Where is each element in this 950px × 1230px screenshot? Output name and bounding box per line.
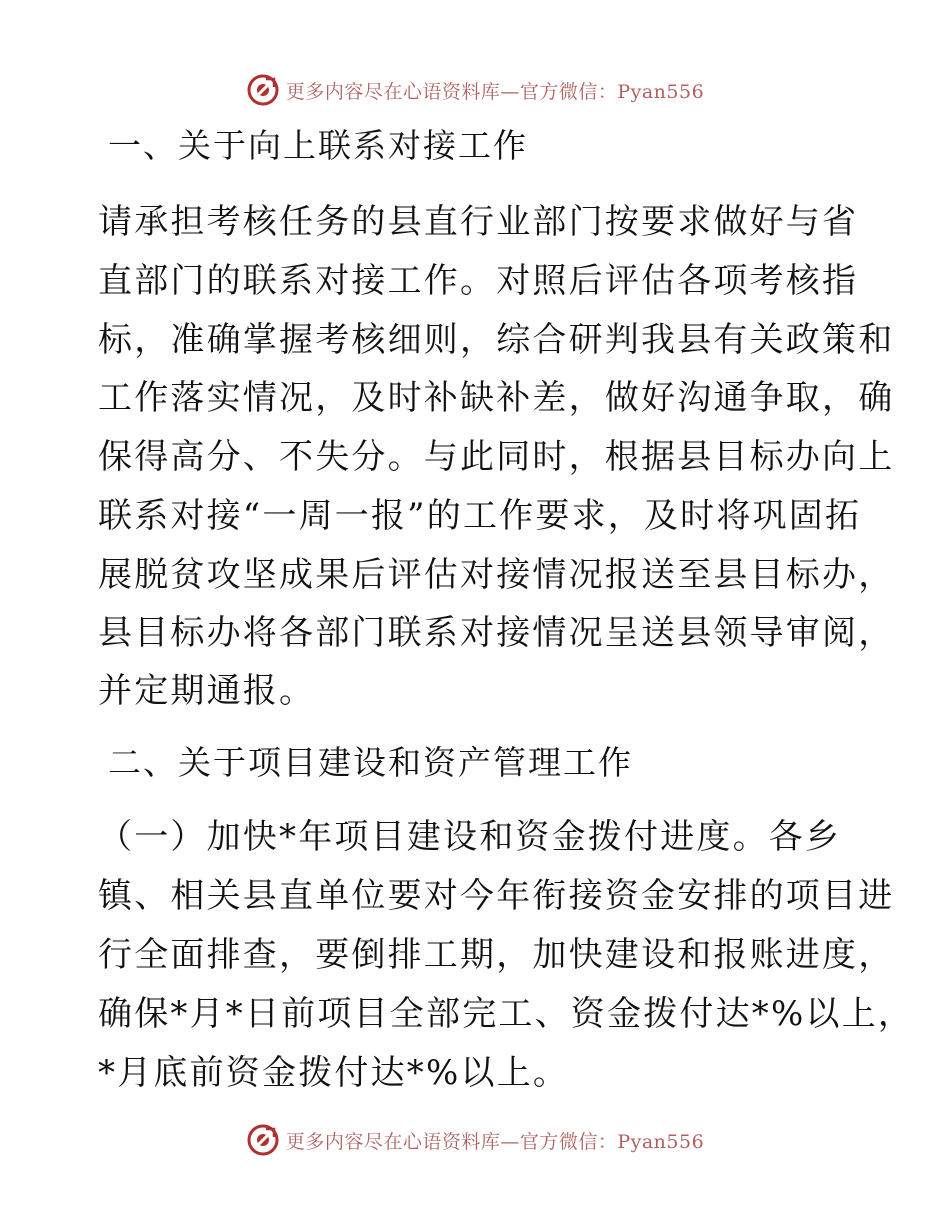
paragraph-line: 请承担考核任务的县直行业部门按要求做好与省 <box>98 202 859 242</box>
brand-logo-icon <box>246 1123 280 1157</box>
paragraph-line: *月底前资金拨付达*%以上。 <box>98 1053 570 1093</box>
paragraph-line: 镇、相关县直单位要对今年衔接资金安排的项目进 <box>98 876 895 916</box>
paragraph-line: （一）加快*年项目建设和资金拨付进度。各乡 <box>98 817 842 857</box>
paragraph-line: 行全面排查，要倒排工期，加快建设和报账进度， <box>98 935 895 975</box>
paragraph-line: 直部门的联系对接工作。对照后评估各项考核指 <box>98 261 859 301</box>
brand-logo-icon <box>246 73 280 107</box>
watermark-text: 更多内容尽在心语资料库—官方微信：Pyan556 <box>285 80 705 103</box>
paragraph-line: 县目标办将各部门联系对接情况呈送县领导审阅， <box>98 613 895 653</box>
paragraph-line: 工作落实情况，及时补缺补差，做好沟通争取，确 <box>98 378 895 418</box>
watermark-footer <box>0 1120 950 1160</box>
paragraph-line: 联系对接“一周一报”的工作要求，及时将巩固拓 <box>98 496 862 536</box>
watermark-header <box>0 70 950 110</box>
section-1-heading: 一、关于向上联系对接工作 <box>108 126 528 165</box>
paragraph-line: 保得高分、不失分。与此同时，根据县目标办向上 <box>98 437 895 477</box>
watermark-text: 更多内容尽在心语资料库—官方微信：Pyan556 <box>285 1130 705 1153</box>
paragraph-line: 并定期通报。 <box>98 671 316 711</box>
section-2-heading: 二、关于项目建设和资产管理工作 <box>108 743 633 782</box>
paragraph-line: 标，准确掌握考核细则，综合研判我县有关政策和 <box>98 320 895 360</box>
paragraph-line: 确保*月*日前项目全部完工、资金拨付达*%以上， <box>98 994 915 1034</box>
paragraph-line: 展脱贫攻坚成果后评估对接情况报送至县目标办， <box>98 555 895 595</box>
